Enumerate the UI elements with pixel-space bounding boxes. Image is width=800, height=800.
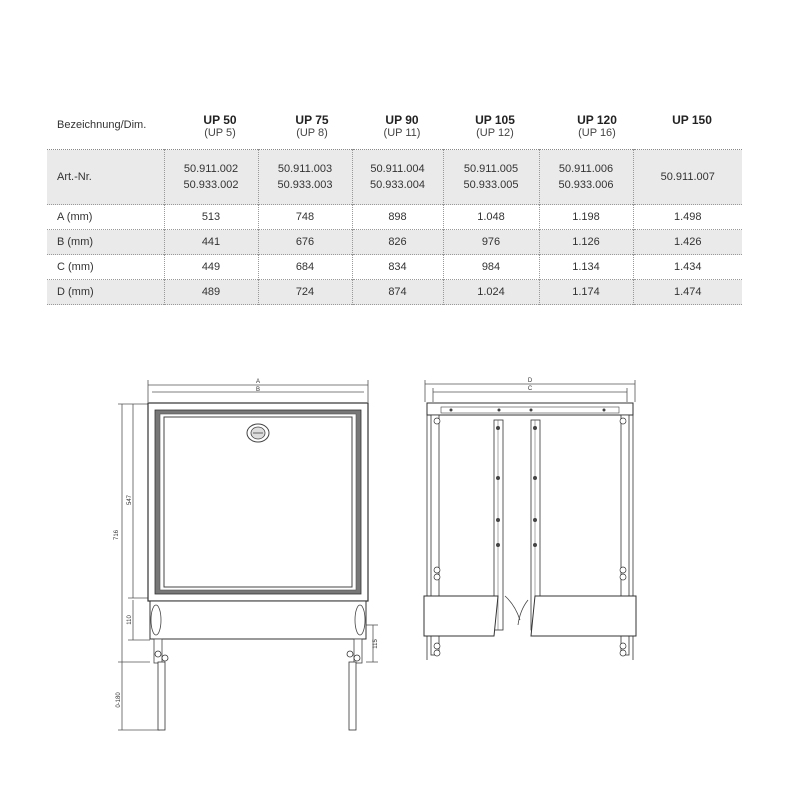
table-cell: 1.498 xyxy=(633,205,742,230)
table-cell: 826 xyxy=(352,230,443,255)
table-cell: 50.911.005 50.933.005 xyxy=(443,150,539,205)
table-cell: 489 xyxy=(164,280,258,305)
table-cell: 50.911.003 50.933.003 xyxy=(258,150,352,205)
table-cell: 1.134 xyxy=(539,255,633,280)
dim-label-d: D xyxy=(527,378,533,384)
row-label: D (mm) xyxy=(47,280,164,305)
table-cell: 513 xyxy=(164,205,258,230)
door-lock-icon xyxy=(247,424,269,442)
table-cell: 748 xyxy=(258,205,352,230)
corner-label: Bezeichnung/Dim. xyxy=(57,119,147,131)
table-cell: 1.024 xyxy=(443,280,539,305)
table-cell: 874 xyxy=(352,280,443,305)
table-cell: 50.911.007 xyxy=(633,150,742,205)
side-view-drawing xyxy=(424,378,636,660)
front-feet xyxy=(155,651,360,730)
table-cell: 449 xyxy=(164,255,258,280)
dim-label-b: B xyxy=(255,387,261,393)
row-label: C (mm) xyxy=(57,261,94,273)
table-cell: 1.434 xyxy=(633,255,742,280)
model-sub: (UP 11) xyxy=(383,127,421,139)
model-name: UP 90 xyxy=(385,113,419,127)
model-sub: (UP 5) xyxy=(204,127,236,139)
row-label: Art.-Nr. xyxy=(47,150,164,205)
table-cell: 1.474 xyxy=(633,280,742,305)
table-cell: 684 xyxy=(258,255,352,280)
dim-label-door-height: 547 xyxy=(127,494,133,506)
model-name: UP 120 xyxy=(577,113,617,127)
dim-label-total-height: 716 xyxy=(114,529,120,541)
model-name: UP 105 xyxy=(475,113,515,127)
model-name: UP 75 xyxy=(295,113,329,127)
table-cell: 1.126 xyxy=(539,230,633,255)
table-cell: 676 xyxy=(258,230,352,255)
table-cell: 1.198 xyxy=(539,205,633,230)
dim-label-a: A xyxy=(255,379,261,385)
model-name: UP 50 xyxy=(203,113,237,127)
table-cell: 976 xyxy=(443,230,539,255)
table-cell: 834 xyxy=(352,255,443,280)
table-cell: 441 xyxy=(164,230,258,255)
dim-label-feet: 0-180 xyxy=(116,692,122,708)
model-name: UP 150 xyxy=(672,113,712,127)
dim-label-base-right: 115 xyxy=(373,639,379,649)
model-sub: (UP 8) xyxy=(296,127,328,139)
table-cell: 50.911.006 50.933.006 xyxy=(539,150,633,205)
dim-label-base: 110 xyxy=(127,615,133,625)
row-label: B (mm) xyxy=(47,230,164,255)
row-label: A (mm) xyxy=(57,211,93,223)
model-sub: (UP 12) xyxy=(476,127,514,139)
table-cell: 1.048 xyxy=(443,205,539,230)
table-cell: 1.426 xyxy=(633,230,742,255)
model-sub: (UP 16) xyxy=(578,127,616,139)
table-cell: 50.911.002 50.933.002 xyxy=(164,150,258,205)
table-cell: 898 xyxy=(352,205,443,230)
table-cell: 50.911.004 50.933.004 xyxy=(352,150,443,205)
table-cell: 724 xyxy=(258,280,352,305)
dim-label-c: C xyxy=(527,386,533,392)
table-cell: 1.174 xyxy=(539,280,633,305)
table-cell: 984 xyxy=(443,255,539,280)
